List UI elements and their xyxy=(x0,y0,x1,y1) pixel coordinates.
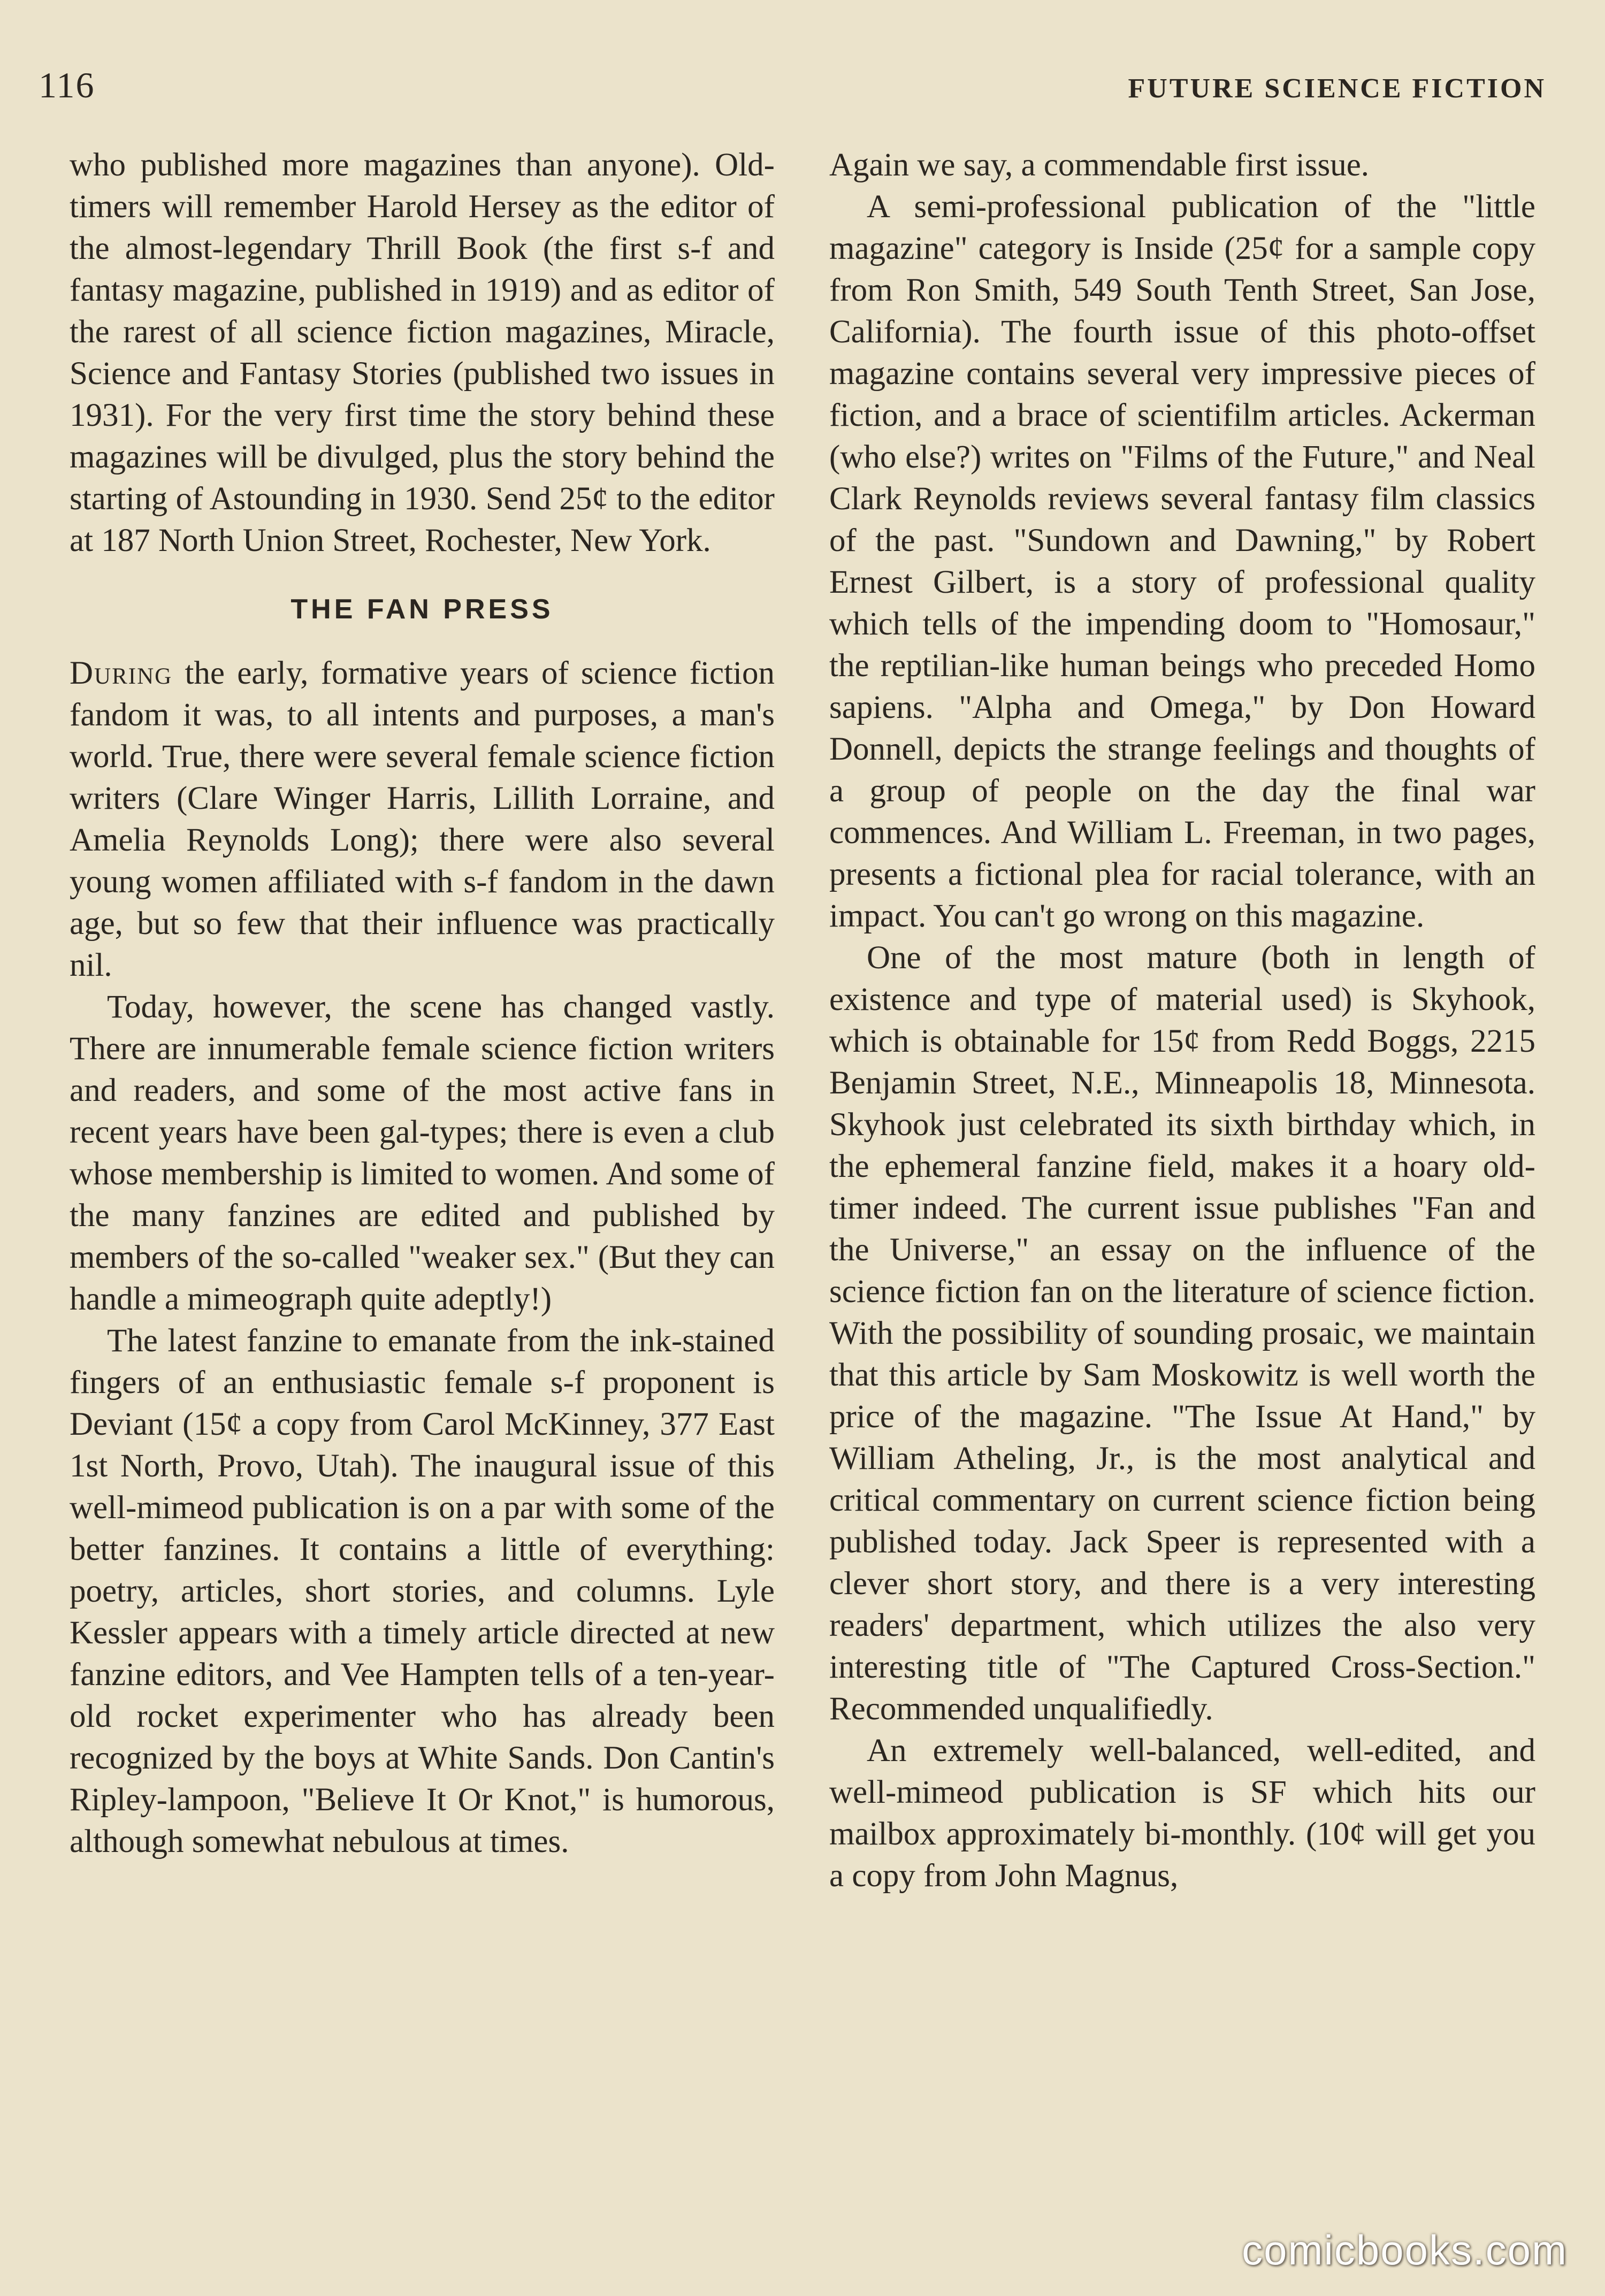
paragraph: who published more magazines than anyone). Old-timers will remember Harold Hersey as the editor of the almost-legendary Thrill Book (the first s-f and fantasy magazine, published in 1919) and as editor of the rarest of all science fiction magazines, Miracle, Science and Fantasy Stories (published two issues in 1931). For the very first time the story behind these magazines will be divulged, plus the story behind the starting of Astounding in 1930. Send 25¢ to the editor at 187 North Union Street, Rochester, New York. xyxy=(70,147,775,558)
paragraph-text: the early, formative years of science fiction fandom it was, to all intents and purposes, a man's world. True, there were several female science fiction writers (Clare Winger Harris, Lillith Lorraine, and Amelia Reynolds Long); there were also several young women affiliated with s-f fandom in the dawn age, but so few that their influence was practically nil. xyxy=(70,655,775,983)
paragraph: Today, however, the scene has changed vastly. There are innumerable female science fiction writers and readers, and some of the most active fans in recent years have been gal-types; there is even a club whose membership is limited to women. And some of the many fanzines are edited and published by members of the so-called "weaker sex." (But they can handle a mimeograph quite adeptly!) xyxy=(70,989,775,1317)
paragraph: A semi-professional publication of the "little magazine" category is Inside (25¢ for a sample copy from Ron Smith, 549 South Tenth Street, San Jose, California). The fourth issue of this photo-offset magazine contains several very impressive pieces of fiction, and a brace of scientifilm articles. Ackerman (who else?) writes on "Films of the Future," and Neal Clark Reynolds reviews several fantasy film classics of the past. "Sundown and Dawning," by Robert Ernest Gilbert, is a story of professional quality which tells of the impending doom to "Homosaur," the reptilian-like human beings who preceded Homo sapiens. "Alpha and Omega," by Don Howard Donnell, depicts the strange feelings and thoughts of a group of people on the day the final war commences. And William L. Freeman, in two pages, presents a fictional plea for racial tolerance, with an impact. You can't go wrong on this magazine. xyxy=(829,189,1535,934)
section-heading: THE FAN PRESS xyxy=(291,594,554,625)
right-column xyxy=(829,144,1535,2237)
lead-in-word: During xyxy=(70,655,173,691)
running-head: FUTURE SCIENCE FICTION xyxy=(1128,73,1546,104)
watermark: comicbooks.com xyxy=(1242,2226,1568,2274)
page-number: 116 xyxy=(39,65,95,105)
paragraph: Again we say, a commendable first issue. xyxy=(829,147,1370,183)
paragraph: The latest fanzine to emanate from the ink-stained fingers of an enthusiastic female s-f proponent is Deviant (15¢ a copy from Carol McKinney, 377 East 1st North, Provo, Utah). The inaugural issue of this well-mimeod publication is on a par with some of the better fanzines. It contains a little of everything: poetry, articles, short stories, and columns. Lyle Kessler appears with a timely article directed at new fanzine editors, and Vee Hampten tells of a ten-year-old rocket experimenter who has already been recognized by the boys at White Sands. Don Cantin's Ripley-lampoon, "Believe It Or Knot," is humorous, although somewhat nebulous at times. xyxy=(70,1323,775,1859)
paragraph: One of the most mature (both in length of existence and type of material used) is Skyhook, which is obtainable for 15¢ from Redd Boggs, 2215 Benjamin Street, N.E., Minneapolis 18, Minnesota. Skyhook just celebrated its sixth birthday which, in the ephemeral fanzine field, makes it a hoary old-timer indeed. The current issue publishes "Fan and the Universe," an essay on the influence of the science fiction fan on the literature of science fiction. With the possibility of sounding prosaic, we maintain that this article by Sam Moskowitz is well worth the price of the magazine. "The Issue At Hand," by William Atheling, Jr., is the most analytical and critical commentary on current science fiction being published today. Jack Speer is represented with a clever short story, and there is a very interesting readers' department, which utilizes the also very interesting title of "The Captured Cross-Section." Recommended unqualifiedly. xyxy=(829,940,1535,1727)
paragraph: An extremely well-balanced, well-edited, and well-mimeod publication is SF which hits our mailbox approximately bi-monthly. (10¢ will get you a copy from John Magnus, xyxy=(829,1733,1535,1894)
paragraph xyxy=(70,653,775,986)
left-column xyxy=(70,144,775,2237)
page-header xyxy=(39,64,1546,112)
